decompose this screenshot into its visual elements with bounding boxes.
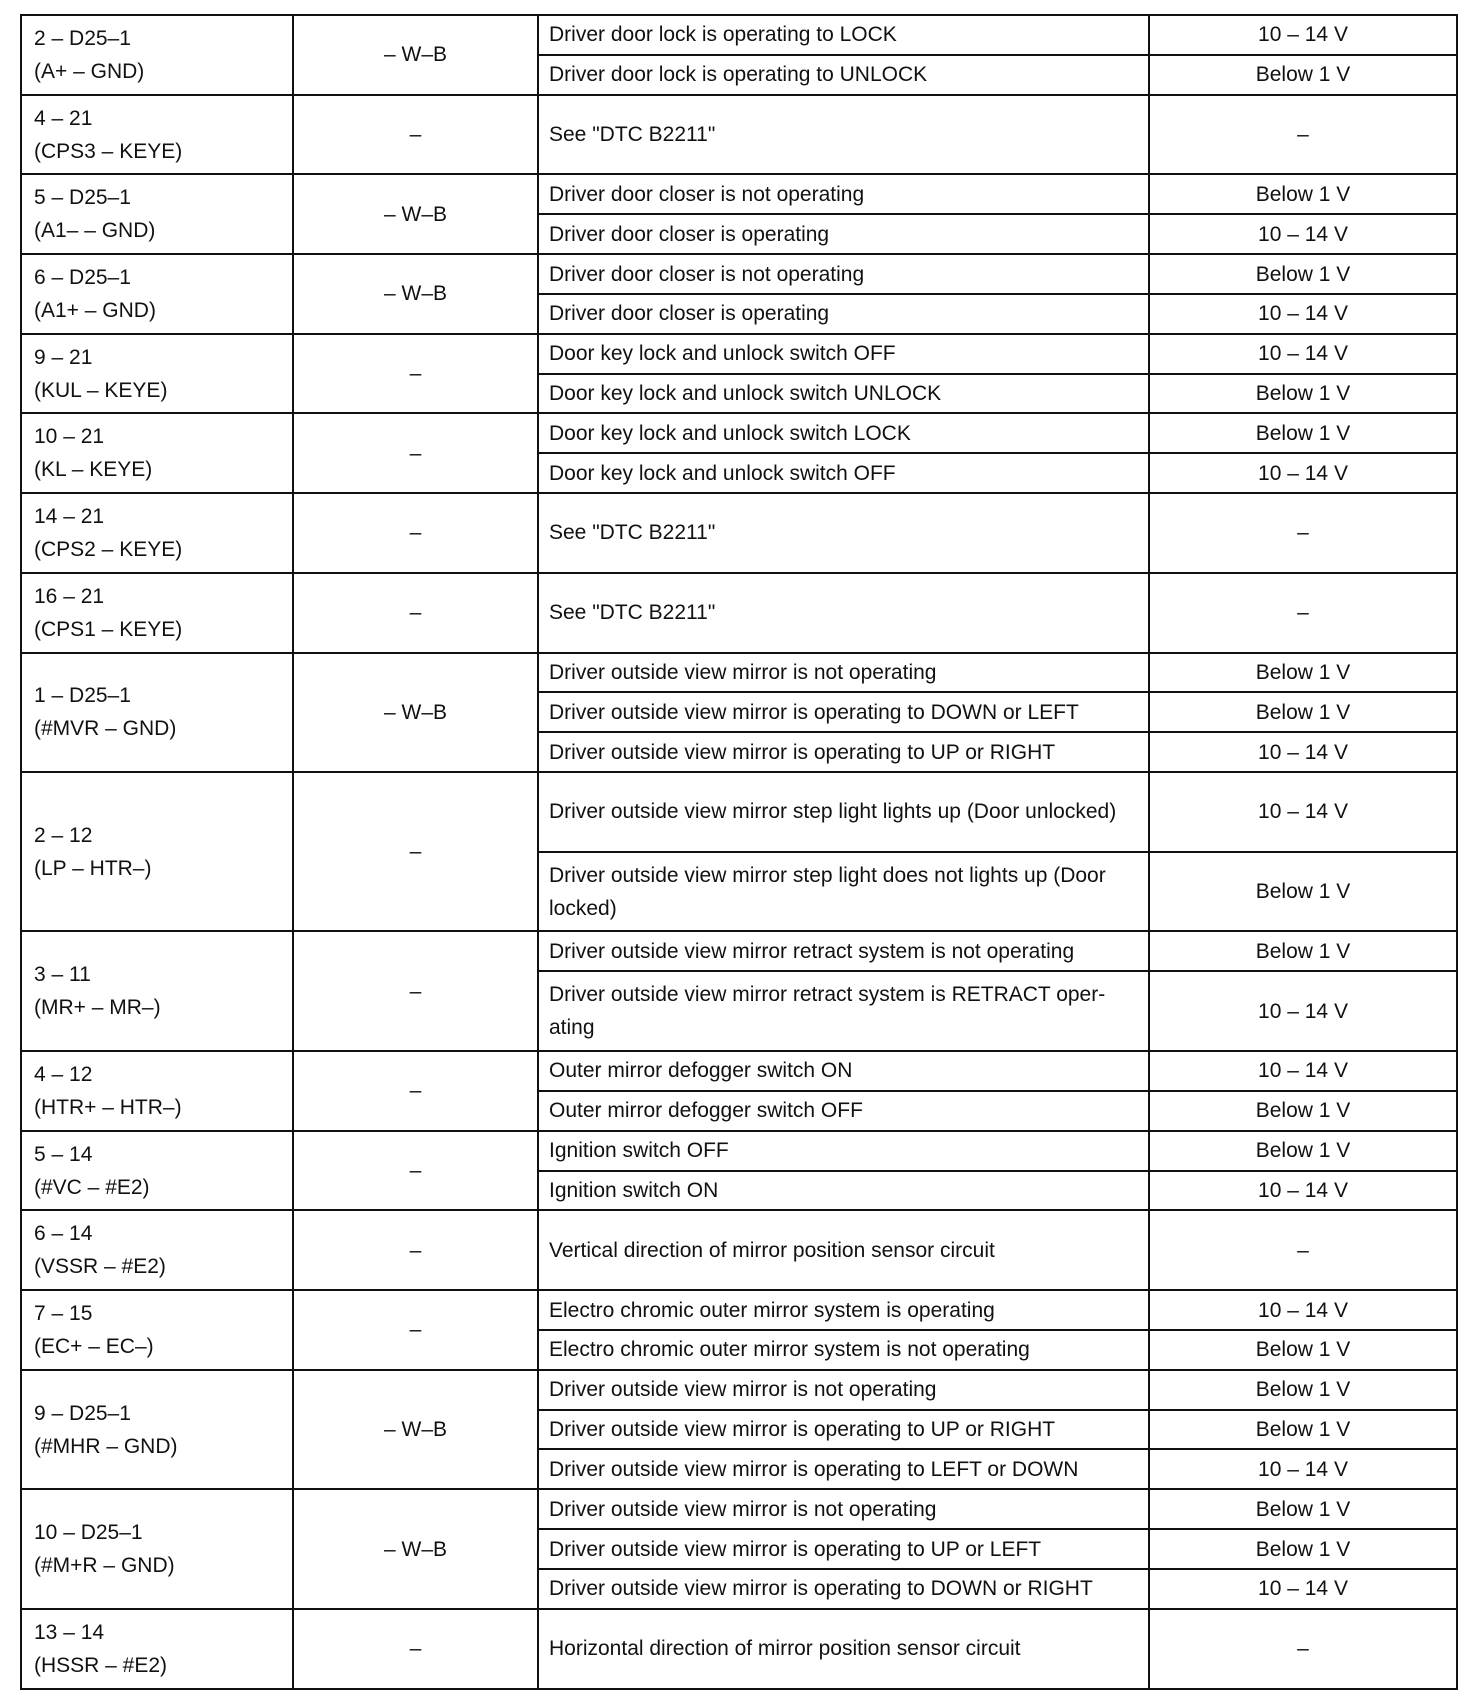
terminal-cell	[21, 413, 293, 493]
specified-condition-cell: 10 – 14 V	[1149, 1290, 1457, 1330]
terminal-symbol: (#VC – #E2)	[34, 1175, 150, 1199]
terminal-symbol: (MR+ – MR–)	[34, 996, 161, 1020]
wiring-color-cell: –	[293, 573, 538, 653]
specified-condition-cell: 10 – 14 V	[1149, 1569, 1457, 1609]
terminal-cell	[21, 1210, 293, 1290]
condition-cell: Driver outside view mirror retract system is not operating	[538, 931, 1149, 971]
specified-condition-cell: 10 – 14 V	[1149, 334, 1457, 374]
terminal-symbol: (CPS2 – KEYE)	[34, 537, 183, 561]
wiring-color-cell: –	[293, 931, 538, 1051]
specified-condition-cell: Below 1 V	[1149, 852, 1457, 932]
terminal-number: 14 – 21	[34, 504, 105, 528]
terminal-cell	[21, 174, 293, 254]
specified-condition-cell: 10 – 14 V	[1149, 732, 1457, 772]
condition-cell: Driver door closer is operating	[538, 214, 1149, 254]
terminal-symbol: (CPS1 – KEYE)	[34, 617, 183, 641]
specified-condition-cell: Below 1 V	[1149, 653, 1457, 693]
table-row	[21, 1131, 1457, 1171]
wiring-color-cell: –	[293, 1290, 538, 1370]
specified-condition-cell: 10 – 14 V	[1149, 1051, 1457, 1091]
terminal-cell	[21, 1489, 293, 1609]
specified-condition-cell: –	[1149, 573, 1457, 653]
wiring-color-cell: – W–B	[293, 15, 538, 95]
condition-cell: Driver door lock is operating to UNLOCK	[538, 55, 1149, 95]
condition-cell: Driver outside view mirror retract system is RETRACT oper-ating	[538, 971, 1149, 1051]
condition-cell: Driver outside view mirror step light lights up (Door unlocked)	[538, 772, 1149, 852]
specified-condition-cell: 10 – 14 V	[1149, 453, 1457, 493]
condition-cell: Driver outside view mirror is not operating	[538, 1370, 1149, 1410]
terminal-number: 2 – 12	[34, 823, 93, 847]
condition-cell: Driver door closer is not operating	[538, 174, 1149, 214]
table-row	[21, 1609, 1457, 1689]
terminal-cell	[21, 15, 293, 95]
table-row	[21, 334, 1457, 374]
wiring-color-cell: – W–B	[293, 1489, 538, 1609]
condition-cell: See "DTC B2211"	[538, 573, 1149, 653]
terminal-number: 6 – D25–1	[34, 265, 131, 289]
condition-cell: Ignition switch ON	[538, 1171, 1149, 1211]
wiring-color-cell: – W–B	[293, 254, 538, 334]
condition-cell: Driver outside view mirror is operating to UP or RIGHT	[538, 1410, 1149, 1450]
terminal-symbol: (#MHR – GND)	[34, 1434, 178, 1458]
specified-condition-cell: Below 1 V	[1149, 374, 1457, 414]
specified-condition-cell: 10 – 14 V	[1149, 214, 1457, 254]
table-row	[21, 1210, 1457, 1290]
specified-condition-cell: 10 – 14 V	[1149, 971, 1457, 1051]
terminal-number: 4 – 21	[34, 106, 93, 130]
condition-cell: See "DTC B2211"	[538, 493, 1149, 573]
terminal-symbol: (A1+ – GND)	[34, 298, 156, 322]
specified-condition-cell: 10 – 14 V	[1149, 1171, 1457, 1211]
wiring-color-cell: –	[293, 95, 538, 175]
specified-condition-cell: –	[1149, 1210, 1457, 1290]
terminal-cell	[21, 334, 293, 414]
condition-cell: Driver outside view mirror is operating to UP or LEFT	[538, 1529, 1149, 1569]
wiring-color-cell: – W–B	[293, 174, 538, 254]
condition-cell: Driver outside view mirror is operating to DOWN or LEFT	[538, 692, 1149, 732]
wiring-color-cell: –	[293, 493, 538, 573]
wiring-color-cell: –	[293, 772, 538, 931]
condition-cell: Driver outside view mirror is operating to UP or RIGHT	[538, 732, 1149, 772]
terminal-symbol: (EC+ – EC–)	[34, 1334, 154, 1358]
terminal-number: 1 – D25–1	[34, 684, 131, 708]
condition-cell: Horizontal direction of mirror position sensor circuit	[538, 1609, 1149, 1689]
condition-cell: Driver outside view mirror is operating to LEFT or DOWN	[538, 1449, 1149, 1489]
terminal-number: 10 – D25–1	[34, 1521, 143, 1545]
table-row	[21, 493, 1457, 573]
condition-cell: Driver outside view mirror step light does not lights up (Door locked)	[538, 852, 1149, 932]
terminal-cell	[21, 1051, 293, 1131]
terminal-cell	[21, 1290, 293, 1370]
terminal-cell	[21, 653, 293, 773]
terminal-number: 5 – 14	[34, 1142, 93, 1166]
terminal-voltage-table-page	[20, 14, 1456, 1688]
condition-cell: Door key lock and unlock switch LOCK	[538, 413, 1149, 453]
condition-cell: Vertical direction of mirror position sensor circuit	[538, 1210, 1149, 1290]
table-row	[21, 95, 1457, 175]
terminal-symbol: (HTR+ – HTR–)	[34, 1095, 182, 1119]
condition-cell: Door key lock and unlock switch UNLOCK	[538, 374, 1149, 414]
specified-condition-cell: Below 1 V	[1149, 1330, 1457, 1370]
terminal-symbol: (KL – KEYE)	[34, 458, 153, 482]
table-row	[21, 1370, 1457, 1410]
terminal-cell	[21, 931, 293, 1051]
terminal-symbol: (#M+R – GND)	[34, 1554, 175, 1578]
terminal-cell	[21, 254, 293, 334]
terminal-number: 9 – D25–1	[34, 1401, 131, 1425]
condition-cell: See "DTC B2211"	[538, 95, 1149, 175]
table-row	[21, 1489, 1457, 1529]
terminal-symbol: (A1– – GND)	[34, 219, 156, 243]
terminal-symbol: (HSSR – #E2)	[34, 1653, 168, 1677]
wiring-color-cell: –	[293, 334, 538, 414]
condition-cell: Door key lock and unlock switch OFF	[538, 334, 1149, 374]
condition-cell: Driver door closer is operating	[538, 294, 1149, 334]
terminal-cell	[21, 1370, 293, 1490]
table-row	[21, 413, 1457, 453]
table-row	[21, 653, 1457, 693]
condition-cell: Door key lock and unlock switch OFF	[538, 453, 1149, 493]
terminal-symbol: (KUL – KEYE)	[34, 378, 168, 402]
terminal-number: 6 – 14	[34, 1222, 93, 1246]
specified-condition-cell: 10 – 14 V	[1149, 772, 1457, 852]
terminal-number: 10 – 21	[34, 425, 105, 449]
specified-condition-cell: Below 1 V	[1149, 1131, 1457, 1171]
condition-cell: Outer mirror defogger switch OFF	[538, 1091, 1149, 1131]
terminal-cell	[21, 493, 293, 573]
specified-condition-cell: Below 1 V	[1149, 692, 1457, 732]
wiring-color-cell: – W–B	[293, 653, 538, 773]
terminal-number: 7 – 15	[34, 1301, 93, 1325]
terminal-voltage-table	[20, 14, 1458, 1690]
terminal-number: 3 – 11	[34, 963, 91, 987]
specified-condition-cell: Below 1 V	[1149, 1410, 1457, 1450]
table-row	[21, 931, 1457, 971]
specified-condition-cell: –	[1149, 493, 1457, 573]
condition-cell: Driver door closer is not operating	[538, 254, 1149, 294]
terminal-number: 2 – D25–1	[34, 26, 131, 50]
specified-condition-cell: Below 1 V	[1149, 1091, 1457, 1131]
terminal-number: 9 – 21	[34, 345, 93, 369]
specified-condition-cell: 10 – 14 V	[1149, 294, 1457, 334]
table-row	[21, 1051, 1457, 1091]
condition-cell: Electro chromic outer mirror system is operating	[538, 1290, 1149, 1330]
specified-condition-cell: 10 – 14 V	[1149, 1449, 1457, 1489]
terminal-cell	[21, 95, 293, 175]
condition-cell: Driver outside view mirror is not operating	[538, 1489, 1149, 1529]
table-row	[21, 772, 1457, 852]
condition-cell: Driver outside view mirror is operating to DOWN or RIGHT	[538, 1569, 1149, 1609]
wiring-color-cell: – W–B	[293, 1370, 538, 1490]
terminal-cell	[21, 772, 293, 931]
specified-condition-cell: Below 1 V	[1149, 254, 1457, 294]
terminal-cell	[21, 1609, 293, 1689]
condition-cell: Electro chromic outer mirror system is not operating	[538, 1330, 1149, 1370]
specified-condition-cell: Below 1 V	[1149, 413, 1457, 453]
terminal-symbol: (A+ – GND)	[34, 59, 145, 83]
wiring-color-cell: –	[293, 1131, 538, 1211]
condition-cell: Ignition switch OFF	[538, 1131, 1149, 1171]
specified-condition-cell: –	[1149, 95, 1457, 175]
specified-condition-cell: Below 1 V	[1149, 931, 1457, 971]
wiring-color-cell: –	[293, 1609, 538, 1689]
condition-cell: Outer mirror defogger switch ON	[538, 1051, 1149, 1091]
wiring-color-cell: –	[293, 1051, 538, 1131]
terminal-symbol: (VSSR – #E2)	[34, 1255, 166, 1279]
specified-condition-cell: Below 1 V	[1149, 174, 1457, 214]
terminal-symbol: (CPS3 – KEYE)	[34, 139, 183, 163]
terminal-number: 13 – 14	[34, 1620, 105, 1644]
wiring-color-cell: –	[293, 1210, 538, 1290]
wiring-color-cell: –	[293, 413, 538, 493]
table-row	[21, 1290, 1457, 1330]
terminal-symbol: (LP – HTR–)	[34, 856, 152, 880]
condition-cell: Driver outside view mirror is not operating	[538, 653, 1149, 693]
table-row	[21, 573, 1457, 653]
terminal-number: 4 – 12	[34, 1062, 93, 1086]
specified-condition-cell: –	[1149, 1609, 1457, 1689]
terminal-symbol: (#MVR – GND)	[34, 717, 177, 741]
specified-condition-cell: Below 1 V	[1149, 1489, 1457, 1529]
terminal-cell	[21, 1131, 293, 1211]
table-row	[21, 174, 1457, 214]
specified-condition-cell: 10 – 14 V	[1149, 15, 1457, 55]
table-row	[21, 254, 1457, 294]
terminal-cell	[21, 573, 293, 653]
terminal-number: 5 – D25–1	[34, 186, 131, 210]
terminal-number: 16 – 21	[34, 584, 105, 608]
specified-condition-cell: Below 1 V	[1149, 1370, 1457, 1410]
table-row	[21, 15, 1457, 55]
specified-condition-cell: Below 1 V	[1149, 55, 1457, 95]
specified-condition-cell: Below 1 V	[1149, 1529, 1457, 1569]
condition-cell: Driver door lock is operating to LOCK	[538, 15, 1149, 55]
